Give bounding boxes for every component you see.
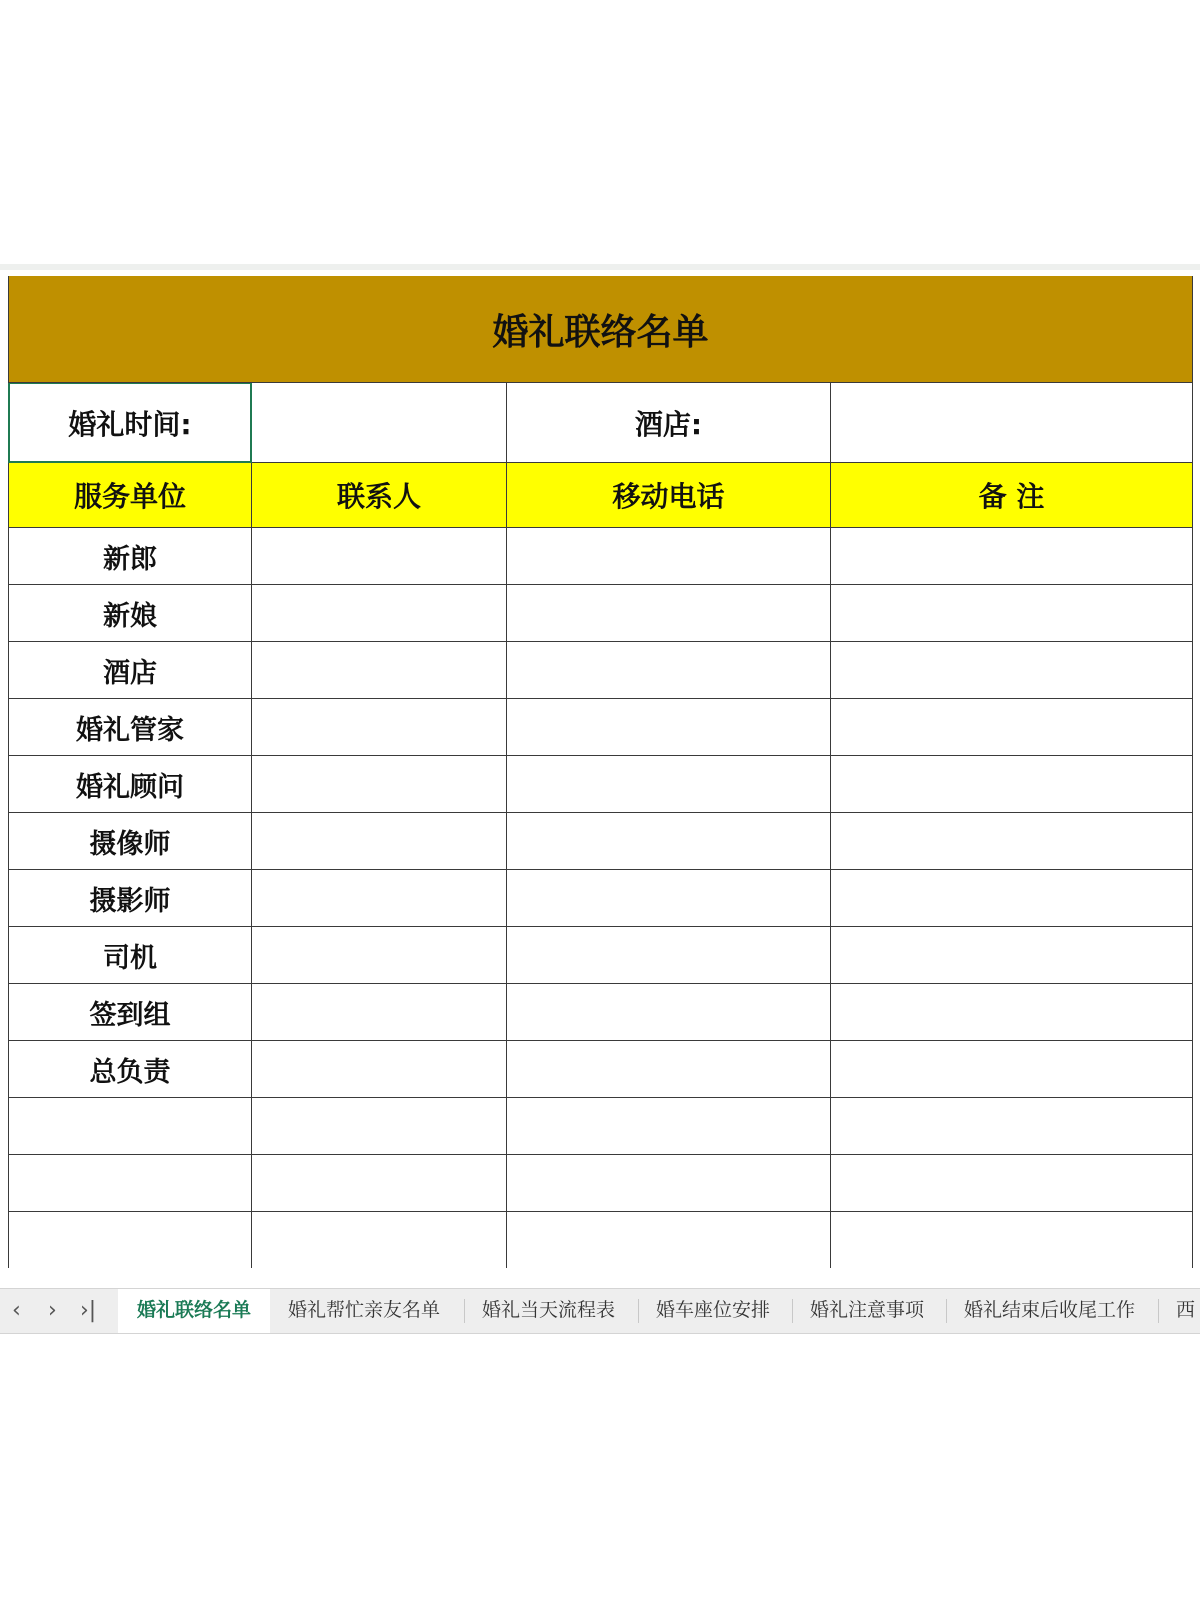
contact-cell[interactable] <box>252 984 507 1041</box>
service-unit-cell[interactable]: 婚礼管家 <box>9 699 252 756</box>
tab-truncated[interactable]: 西 <box>1176 1299 1196 1321</box>
mobile-cell[interactable] <box>507 1212 831 1269</box>
table-row <box>9 756 1193 813</box>
remarks-cell[interactable] <box>831 699 1193 756</box>
contact-cell[interactable] <box>252 528 507 585</box>
table-row <box>9 585 1193 642</box>
tab-separator <box>638 1299 639 1323</box>
remarks-cell[interactable] <box>831 984 1193 1041</box>
table-row <box>9 528 1193 585</box>
contact-cell[interactable] <box>252 585 507 642</box>
tab-wedding-day-schedule[interactable]: 婚礼当天流程表 <box>482 1299 616 1321</box>
table-row <box>9 984 1193 1041</box>
mobile-cell[interactable] <box>507 585 831 642</box>
wedding-time-value-cell[interactable] <box>252 383 507 463</box>
contact-cell[interactable] <box>252 1155 507 1212</box>
service-unit-cell[interactable]: 司机 <box>9 927 252 984</box>
header-service-unit[interactable]: 服务单位 <box>9 463 252 528</box>
remarks-cell[interactable] <box>831 813 1193 870</box>
remarks-cell[interactable] <box>831 1098 1193 1155</box>
mobile-cell[interactable] <box>507 1041 831 1098</box>
mobile-cell[interactable] <box>507 642 831 699</box>
table-row <box>9 927 1193 984</box>
header-contact[interactable]: 联系人 <box>252 463 507 528</box>
tab-wedding-notes[interactable]: 婚礼注意事项 <box>810 1299 925 1321</box>
hotel-label[interactable]: 酒店: <box>507 383 831 463</box>
remarks-cell[interactable] <box>831 585 1193 642</box>
header-remarks[interactable]: 备 注 <box>831 463 1193 528</box>
remarks-cell[interactable] <box>831 870 1193 927</box>
service-unit-cell[interactable]: 新郎 <box>9 528 252 585</box>
mobile-cell[interactable] <box>507 528 831 585</box>
table-row <box>9 870 1193 927</box>
mobile-cell[interactable] <box>507 870 831 927</box>
header-mobile[interactable]: 移动电话 <box>507 463 831 528</box>
table-row <box>9 813 1193 870</box>
service-unit-cell[interactable]: 总负责 <box>9 1041 252 1098</box>
mobile-cell[interactable] <box>507 1098 831 1155</box>
table-row <box>9 1098 1193 1155</box>
prev-sheet-icon[interactable]: ‹ <box>12 1298 21 1323</box>
service-unit-cell[interactable]: 酒店 <box>9 642 252 699</box>
contact-cell[interactable] <box>252 699 507 756</box>
tab-post-wedding-tasks[interactable]: 婚礼结束后收尾工作 <box>964 1299 1136 1321</box>
wedding-time-label[interactable]: 婚礼时间: <box>9 383 252 463</box>
contact-table <box>8 276 1193 1268</box>
sheet-title[interactable]: 婚礼联络名单 <box>9 276 1193 383</box>
service-unit-cell[interactable]: 摄影师 <box>9 870 252 927</box>
service-unit-cell[interactable] <box>9 1212 252 1269</box>
table-row <box>9 1041 1193 1098</box>
table-row <box>9 1155 1193 1212</box>
last-sheet-icon[interactable]: ›| <box>80 1298 97 1323</box>
mobile-cell[interactable] <box>507 699 831 756</box>
sheet-tab-bar <box>0 1288 1200 1334</box>
spreadsheet-area <box>0 264 1200 1294</box>
contact-cell[interactable] <box>252 1098 507 1155</box>
remarks-cell[interactable] <box>831 756 1193 813</box>
hotel-value-cell[interactable] <box>831 383 1193 463</box>
contact-cell[interactable] <box>252 756 507 813</box>
tab-helping-friends-list[interactable]: 婚礼帮忙亲友名单 <box>288 1299 441 1321</box>
tab-wedding-contact-list[interactable]: 婚礼联络名单 <box>118 1289 270 1333</box>
remarks-cell[interactable] <box>831 927 1193 984</box>
contact-cell[interactable] <box>252 1212 507 1269</box>
contact-cell[interactable] <box>252 642 507 699</box>
mobile-cell[interactable] <box>507 984 831 1041</box>
service-unit-cell[interactable] <box>9 1098 252 1155</box>
next-sheet-icon[interactable]: › <box>48 1298 57 1323</box>
service-unit-cell[interactable]: 签到组 <box>9 984 252 1041</box>
mobile-cell[interactable] <box>507 927 831 984</box>
remarks-cell[interactable] <box>831 1212 1193 1269</box>
tab-wedding-car-seating[interactable]: 婚车座位安排 <box>656 1299 771 1321</box>
tab-separator <box>464 1299 465 1323</box>
remarks-cell[interactable] <box>831 1041 1193 1098</box>
service-unit-cell[interactable]: 婚礼顾问 <box>9 756 252 813</box>
tab-separator <box>792 1299 793 1323</box>
table-row <box>9 699 1193 756</box>
tab-separator <box>1158 1299 1159 1323</box>
remarks-cell[interactable] <box>831 642 1193 699</box>
contact-cell[interactable] <box>252 1041 507 1098</box>
service-unit-cell[interactable]: 摄像师 <box>9 813 252 870</box>
table-row <box>9 642 1193 699</box>
contact-cell[interactable] <box>252 813 507 870</box>
tab-separator <box>946 1299 947 1323</box>
mobile-cell[interactable] <box>507 1155 831 1212</box>
contact-cell[interactable] <box>252 870 507 927</box>
remarks-cell[interactable] <box>831 1155 1193 1212</box>
contact-cell[interactable] <box>252 927 507 984</box>
remarks-cell[interactable] <box>831 528 1193 585</box>
table-row <box>9 1212 1193 1269</box>
mobile-cell[interactable] <box>507 756 831 813</box>
service-unit-cell[interactable] <box>9 1155 252 1212</box>
service-unit-cell[interactable]: 新娘 <box>9 585 252 642</box>
mobile-cell[interactable] <box>507 813 831 870</box>
